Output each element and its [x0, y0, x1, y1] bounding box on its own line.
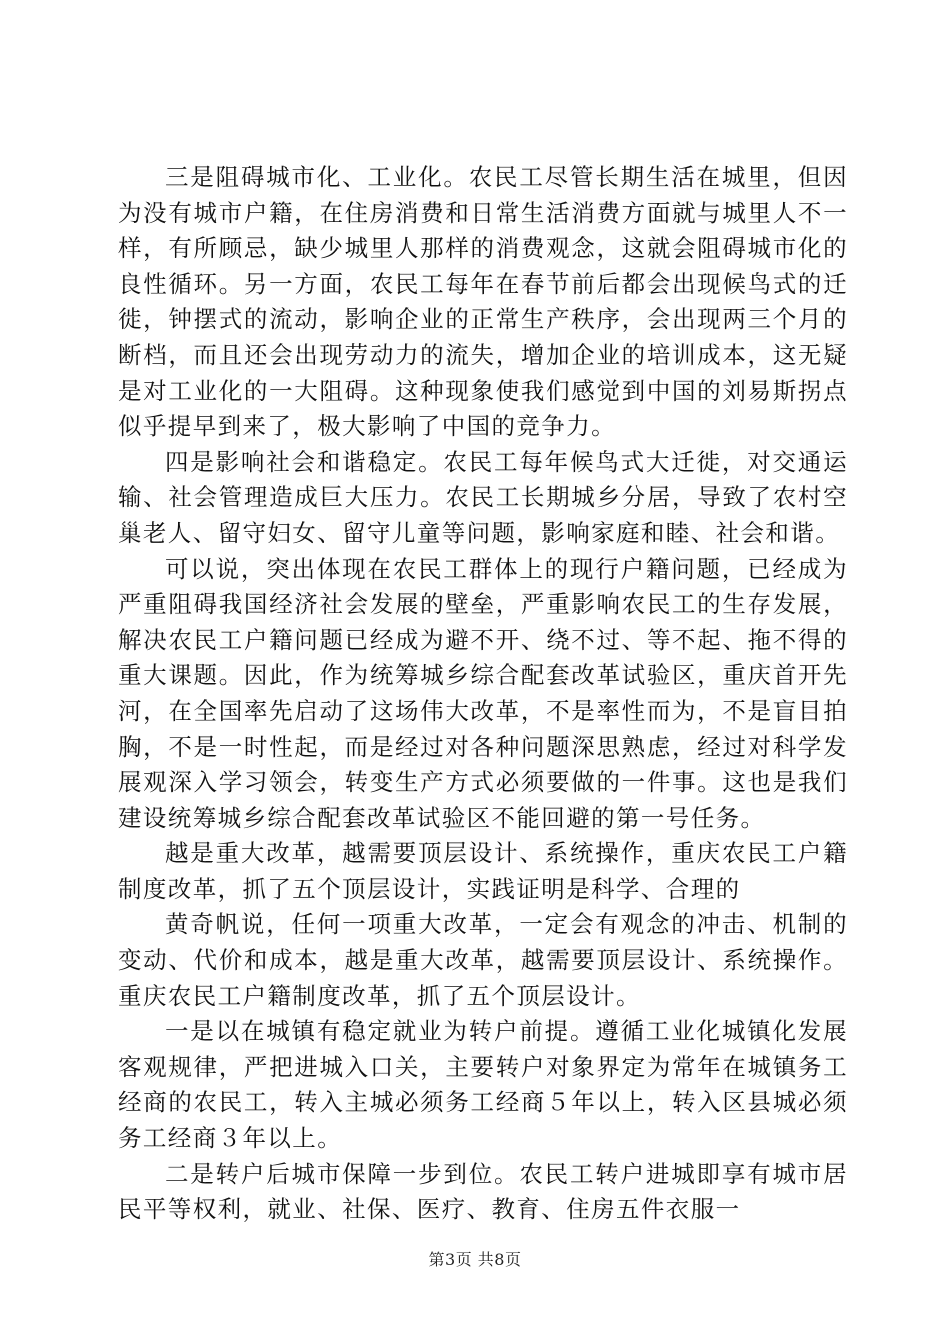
- paragraph-urbanization-obstacle: 三是阻碍城市化、工业化。农民工尽管长期生活在城里，但因为没有城市户籍，在住房消费和日常生活消费方面就与城里人不一样，有所顾忌，缺少城里人那样的消费观念，这就会阻碍城市化的良性循环。另一方面，农民工每年在春节前后都会出现候鸟式的迁徙，钟摆式的流动，影响企业的正常生产秩序，会出现两三个月的断档，而且还会出现劳动力的流失，增加企业的培训成本，这无疑是对工业化的一大阻碍。这种现象使我们感觉到中国的刘易斯拐点似乎提早到来了，极大影响了中国的竞争力。: [118, 163, 848, 441]
- paragraph-social-harmony: 四是影响社会和谐稳定。农民工每年候鸟式大迁徙，对交通运输、社会管理造成巨大压力。农民工长期城乡分居，导致了农村空巢老人、留守妇女、留守儿童等问题，影响家庭和睦、社会和谐。: [118, 447, 848, 547]
- paragraph-top-level-design: 越是重大改革，越需要顶层设计、系统操作，重庆农民工户籍制度改革，抓了五个顶层设计，实践证明是科学、合理的: [118, 839, 848, 903]
- paragraph-household-registration-barrier: 可以说，突出体现在农民工群体上的现行户籍问题，已经成为严重阻碍我国经济社会发展的壁垒，严重影响农民工的生存发展，解决农民工户籍问题已经成为避不开、绕不过、等不起、拖不得的重大课题。因此，作为统筹城乡综合配套改革试验区，重庆首开先河，在全国率先启动了这场伟大改革，不是率性而为，不是盲目拍胸，不是一时性起，而是经过对各种问题深思熟虑，经过对科学发展观深入学习领会，转变生产方式必须要做的一件事。这也是我们建设统筹城乡综合配套改革试验区不能回避的第一号任务。: [118, 554, 848, 832]
- paragraph-urban-security: 二是转户后城市保障一步到位。农民工转户进城即享有城市居民平等权利，就业、社保、医疗、教育、住房五件衣服一: [118, 1159, 848, 1224]
- document-body: [118, 160, 848, 1228]
- page-number-footer: 第3页 共8页: [428, 1250, 522, 1269]
- paragraph-stable-employment-premise: 一是以在城镇有稳定就业为转户前提。遵循工业化城镇化发展客观规律，严把进城入口关，主要转户对象界定为常年在城镇务工经商的农民工，转入主城必须务工经商５年以上，转入区县城必须务工经商３年以上。: [118, 1017, 848, 1153]
- paragraph-huang-qifan-statement: 黄奇帆说，任何一项重大改革，一定会有观念的冲击、机制的变动、代价和成本，越是重大改革，越需要顶层设计、系统操作。重庆农民工户籍制度改革，抓了五个顶层设计。: [118, 910, 848, 1010]
